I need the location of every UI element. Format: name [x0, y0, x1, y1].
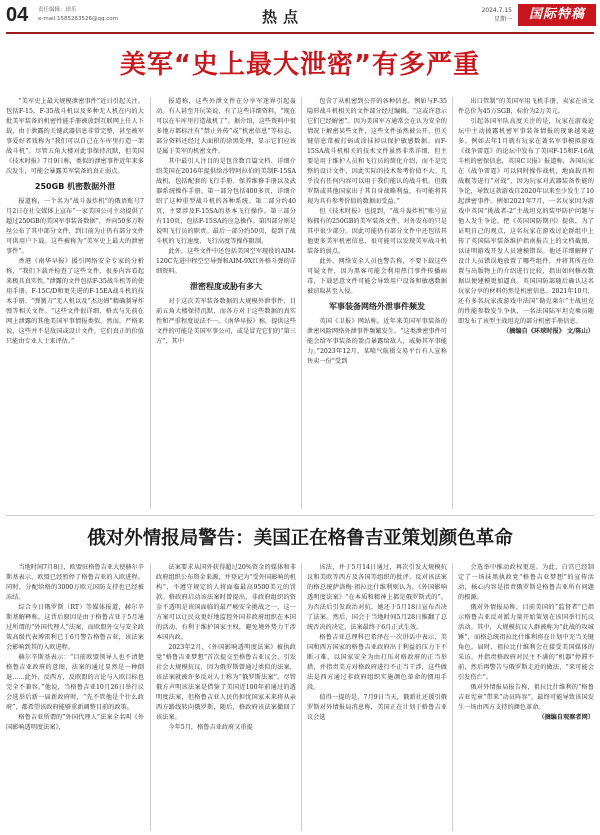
subheading: 泄密程度或胁有多大 — [190, 282, 262, 291]
subheading: 军事装备网络外泄事件频发 — [329, 302, 425, 311]
paragraph: 该法，并于5月14日通过，再次引发大规模抗议和美欧等西方及各国等组织的批评。反对该法案的格总统萨洛梅·祖拉比什维利则认为，《外国影响透明度法案》“在本质和精神上都是俄罗斯式的”。为否法后引发政治对抗，她还于5月18日宣布否决了法案。然后，国会于当地时间5月28日推翻了总统否决的决定，法案最终于6月正式生效。 — [307, 564, 447, 631]
masthead-logo: 国际特稿 — [518, 4, 596, 26]
paragraph: 对于这次美军装备数据的大规模外泄事件，目前五角大楼保持沉默，而各方对于这些数据的真实性和严重程度说法不一。《南华早报》称，提供这些文件的可能是美国军事公司，或是冒充它们的“第三方”，其中 — [156, 298, 296, 345]
paragraph: “美军史上最大规模泄密事件”近日引起关注。包括F-15、F-35战斗机以及多种无人机在内的大批美军装备的机密性能手册被放到互联网上任人下载，由于泄露的关键武器信息非常完整，甚至被军事爱好者戏称为“我们可以自己在车库里打造一架战斗机”。尽管五角大楼对此事保持沉默，但美国《技术时报》7月9日称，类似的泄密事件近年来多次发生，可能会暴露美军装备的真正弱点。 — [6, 98, 144, 175]
editor-email: e-mail:1585263526@qq.com — [38, 16, 118, 22]
paragraph: 当地时间7月8日，欧盟驻格鲁吉亚大使赫尔辛斯基表示，欧盟已经暂停了格鲁吉亚的入欧进程。同时，分配给格的3000万欧元国防支持也已经被冻结。 — [6, 564, 144, 601]
paragraph: 此外，网络安全人员也警告称，不要下载这些可疑文件，因为黑客可能会利用热门事件传播病毒，下载恶意文件可能会导致用户设备和敏感数据被窃取甚至入侵。 — [307, 258, 447, 295]
page-header — [0, 0, 600, 34]
subheading: 250GB 机密数据外泄 — [34, 182, 116, 191]
issue-date — [470, 6, 512, 24]
paragraph: 英国《卫报》网站称，近年来美国军事装备的泄密风险网络外泄事件频繁发生。“这类泄密事件可能会给军事装备的盈点暴露给敌人，威胁其军事能力。”2023年12月，某喷气航摄交易平台有人宣称售卖一份”受到 — [307, 318, 447, 365]
column-divider — [150, 97, 151, 509]
column-divider — [301, 563, 302, 831]
paragraph: 报道称，这些外泄文件在分享军迷界引起轰动。有人甚至开玩笑说，有了这些详细资料，“现在可以在车库里打造战机了”。据介绍，这些资料中很多地方都标注有“禁止外传”或“机密信息”等标志，部分资料还经过大面积的涂黑处理，显示它们应该是属于美军的机密文件。 — [156, 98, 296, 155]
paragraph: 出口管制”的美国军用飞机手册，卖家在该文件总价为45万SGB，标价为2万美元。 — [458, 98, 594, 115]
article2-column-3 — [307, 563, 447, 831]
paragraph: 值得一提的是，7月9日当天，俄新社还援引俄罗斯对外情报局消息称，美国正在计划于格鲁吉亚议会选 — [307, 694, 447, 721]
page-number: 04 — [6, 4, 29, 26]
paragraph: 香港《南华早报》援引网络安全专家的分析称，“我们下载并检查了这些文件，很多内容看起来极具真实性。”泄露的文件包括F-35战斗机等的使用手册、F-15C/D和更先进的F-15EA战斗机的技术手册、“弹簧刀”无人机以及“杰达姆”精确制导炸弹等相关文件。“这些文件很详细，格式与先前在网上泄露的其他美国军事情报类似。然而，严格来说，这些并不是敌国或设计文件，它们真正的价值只能由专业人士来评估。” — [6, 258, 144, 345]
article1-column-3 — [307, 97, 447, 509]
paragraph: 引起各国军队高度关注的是，玩家在游戏论坛中主动披露机密军事装备情报的现象越来越多。例如去年1月就有玩家在著名军事模拟游戏《战争雷霆》的论坛中发布了美国F-15和F-16战斗机的密保信息，英国C卫报》报道称，各国玩家在《战争雷霆》可以同时操作战机、地面载具和战舰等进行“对战”，因为玩家对武器装备性能的争论，导致这款游戏自2020年以来至少发生了10起泄密事件。例如2021年7月，一名玩家因为游戏中英国“挑战者-2”主战坦克的装甲防护问题与他人发生争论，把《英国国防期刊》提供，为了证明自己的观点，这名玩家在游戏讨论群组中上传了英国陆军装备维护指南报告上的文档截图，以证明游戏开发人员建模错误。他还详细解释了设计人员错误地放置了哪些组件，并将其所在位置与出版物上的介绍进行比较，指出如何修改数据以便建模更加逼真。英国国防部随后确认这名玩家分享的材料仍然是机密信息。2021年10月，还有多名玩家波游戏中法国“勒克莱尔”主战坦克的性能参数发生争执，一名法国陆军坦克乘员随即发布了该型主战坦克的部分机密手册信息。 — [458, 118, 594, 325]
paragraph: 其中最引人注目的是包含数百篇文档、详细介绍美国在2016年提供给沙特阿拉伯的美制F-15SA战机，包括配套的飞行手册、保养维修手册以及武器系统操作手册。第一部分包括400多页，详细介绍了这种重型战斗机的各种系统。第二部分约40页，主要涉及F-15SA的基本飞行操作。第三部分有110页，包括F-15SA的应急操作。第四部分则是说明飞行员的职责。最后一部分约50页，提到了战斗机的飞行速度、飞行高度等操作限制。 — [156, 158, 296, 245]
paragraph: 俄对外情报局报告称，祖拉比什维利的“格鲁吉亚宪章”带来“动员阵容”，最终可能导致该国发生一场由西方支持的颜色革命。 — [458, 684, 594, 711]
article2-column-2 — [156, 563, 296, 831]
column-divider — [452, 97, 453, 509]
paragraph: 赫尔辛斯基表示：“目前欧盟领导人也不清楚格鲁吉亚政府的意图，法案的通过显然是一种倒退……此外，反西方，反欧盟的言论与入欧目标也完全不兼容。”他说，当格鲁吉亚10月26日举行议会选举后新一届新政府时，“先不管他是个什么政府”，都希望该政府能够重新调整目前的政策。 — [6, 654, 144, 711]
date-text: 2024.7.15 — [481, 7, 512, 14]
paragraph: 2023年2月，《外国影响透明度法案》被执政党“格鲁吉亚梦想”首次提交至格鲁吉亚议会，引发社会大规模抗议，因为俄罗斯曾通过类似的法案，该法案就被许多反对人士称为“俄罗斯法案”。尽管俄方声明该法案是借鉴了美国近100年前通过的透明度法案，但格鲁吉亚人民仍担忧国家未来将从亲西方路线转向俄罗斯，随后，格政府该法案撤回了该法案。 — [156, 644, 296, 721]
paragraph: 格鲁吉亚所谓的“外国代理人”法案全名叫《外国影响透明度法案》， — [6, 714, 144, 731]
column-divider — [301, 97, 302, 509]
article2-column-4 — [458, 563, 594, 831]
article1-credit: （摘编自《环球时报》 文/陈山） — [502, 328, 594, 335]
article1-column-2 — [156, 97, 296, 509]
paragraph: 今年5月，格鲁吉亚政府又重提 — [168, 724, 253, 731]
editor-info — [38, 6, 118, 24]
paragraph: 此外，这些文件中还包括美国空军现役的AIM-120C先进中程空空导弹和AIM-9X红外格斗弹的详细资料。 — [156, 248, 296, 275]
column-divider — [452, 563, 453, 831]
paragraph: 包含了从机密到公开的各种信息。例如与F-35隐形战斗机相关的文件部分经过编辑。“这或许意示它们已经解密”。因为美国军方通常会在认为安全的情况下解密某些文件，这些文件虽然被公开，但关键信息常被打码或涂抹掉以保护敏感数据。而F-15SA战斗机相关的技术文件虽然非常详细，但主要是用于维护人员和飞行员的简化介绍，而不是完整的设计文件，因此实际的技术参考价值不大。几乎没有任何内容可以用于我们能认的战斗机。但俄罗斯或其他国家出于其自身战略利益，有可能将其视为具有参考价值的数据而受益。” — [307, 98, 447, 205]
paragraph: 但《技术时报》也提到，“战斗轰炸机”账号宣称拥有的250GB的美军装备文件，对外发布的只是其中很少部分。因此可能仍有部分文件中还包括其他更多美军机密信息，很可能可以发现美军战斗机装备的弱点。 — [307, 208, 447, 255]
weekday-text: 星期一 — [493, 16, 512, 23]
editor-name: 责任编辑：徐乐 — [38, 7, 77, 13]
paragraph: 综合今日俄罗斯（RT）等媒体报道，赫尔辛斯基解释称，这背后原因是由于格鲁吉亚于5月通过所谓的“外国代理人”法案，而欧盟外交与安全政策高级代表博雷利已于6月警告格鲁吉亚，该法案会影响到其的入欧进程。 — [6, 604, 144, 651]
article2-column-1 — [6, 563, 144, 831]
column-divider — [150, 563, 151, 831]
section-divider — [6, 515, 594, 516]
paragraph: 格鲁吉亚总理科巴希泽在一次讲话中表示，美国和西方国家的格鲁吉亚政府出于利益的压力下不断刁难，以国家安全为由打压对格政府的正当举措，并指责美方对格政府进行不正当干涉，这些做法是西方通过非政府组织实施颜色革命的惯用手段。 — [307, 634, 447, 691]
paragraph: 俄对外情报局称，目前美国的“监督者”已指示格鲁吉亚反对派力量开始策划在该国举行抗议活动。其中，大规模抗议人群被称为“此战的攻城锤”，而格总统祖拉比什维利将在计划中充当关键角色。届时，祖拉比什维利会在接受美国媒体的采访，并指责格政府对民主不满的“机器”停滞不前，然后再警告与俄罗斯走近的做法，“来可能会引发伤亡”。 — [458, 604, 594, 681]
article1-column-1 — [6, 97, 144, 509]
article2-credit: （摘编自观察者网） — [538, 714, 594, 721]
header-rule — [6, 32, 594, 34]
section-title: 热点 — [262, 8, 305, 26]
article2-headline: 俄对外情报局警告：美国正在格鲁吉亚策划颜色革命 — [87, 528, 513, 549]
paragraph: 会选举中推动政权更迭。为此，白宫已经制定了一场抹黑执政党“格鲁吉亚梦想”的宣传活动，核心内容是指责俄罗斯是格鲁吉亚所有问题的根源。 — [458, 564, 594, 601]
paragraph: 法案要求从国外获得超过20%资金的媒体和非政府组织公布资金来源，并登记为“受外国影响的机构”，不遵守规定的人将面临最高9500美元的罚款。格政府启动该法案时曾提出，非政府组织的资金不透明是该国面临的最严峻安全挑战之一，这一方案可以让民众更好地监控外国非政府组织在本国的活动，有利于维护国家主权，避免境外势力干涉本国内政。 — [156, 564, 296, 641]
article1-headline: 美军“史上最大泄密”有多严重 — [119, 50, 481, 80]
article1-column-4 — [458, 97, 594, 509]
paragraph: 报道称，一个名为“战斗轰炸机”的俄语账号7月2日在社交媒体上宣布“一家美国公司主动提供了超过250GB的美国军事装备数据”，并向50多万粉丝公布了其中部分文件，到目前为止仍有部分文件可供用户下载。这些被称为“美军史上最大的泄密事件”。 — [6, 198, 144, 255]
